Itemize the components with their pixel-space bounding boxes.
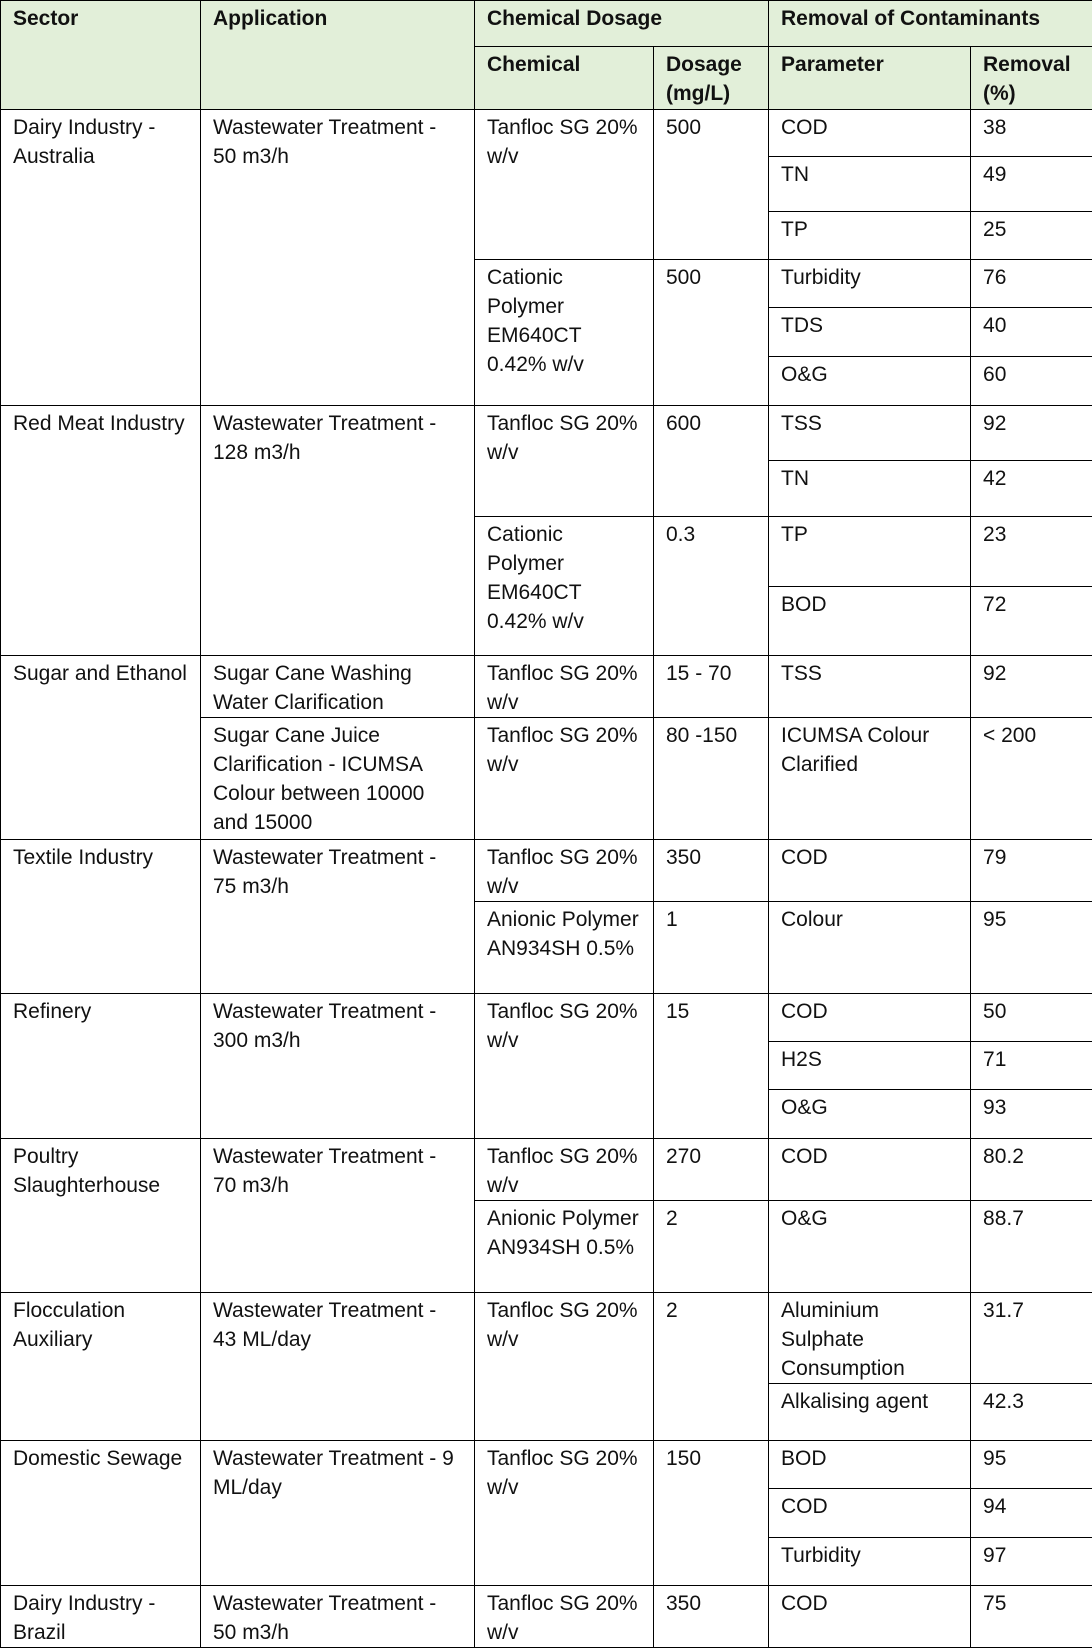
parameter-cell: ICUMSA Colour Clarified (769, 718, 971, 840)
removal-cell: 75 (971, 1586, 1092, 1648)
removal-cell: 97 (971, 1538, 1092, 1586)
removal-cell: 72 (971, 587, 1092, 656)
parameter-cell: COD (769, 994, 971, 1042)
header-sector: Sector (1, 1, 201, 110)
removal-cell: 42 (971, 461, 1092, 517)
removal-cell: 25 (971, 212, 1092, 260)
removal-cell: 50 (971, 994, 1092, 1042)
removal-cell: 88.7 (971, 1201, 1092, 1293)
chemical-cell: Tanfloc SG 20% w/v (475, 1139, 654, 1201)
parameter-cell: COD (769, 1139, 971, 1201)
dosage-cell: 350 (654, 840, 769, 902)
dosage-cell: 150 (654, 1441, 769, 1586)
application-cell: Wastewater Treatment - 70 m3/h (201, 1139, 475, 1293)
parameter-cell: BOD (769, 587, 971, 656)
removal-cell: 79 (971, 840, 1092, 902)
parameter-cell: COD (769, 840, 971, 902)
table-row (1, 994, 1092, 1042)
header-dosage-line2: (mg/L) (666, 82, 731, 105)
removal-cell: 80.2 (971, 1139, 1092, 1201)
chemical-cell: Anionic Polymer AN934SH 0.5% (475, 902, 654, 994)
parameter-cell: COD (769, 110, 971, 157)
chemical-cell: Tanfloc SG 20% w/v (475, 1586, 654, 1648)
parameter-cell: TN (769, 157, 971, 212)
sector-cell: Textile Industry (1, 840, 201, 994)
dosage-cell: 2 (654, 1293, 769, 1441)
application-cell: Wastewater Treatment - 50 m3/h (201, 110, 475, 406)
application-cell: Wastewater Treatment - 9 ML/day (201, 1441, 475, 1586)
parameter-cell: Colour (769, 902, 971, 994)
removal-cell: 40 (971, 308, 1092, 357)
parameter-cell: Aluminium Sulphate Consumption (769, 1293, 971, 1384)
parameter-cell: H2S (769, 1042, 971, 1090)
dosage-cell: 270 (654, 1139, 769, 1201)
chemical-cell: Tanfloc SG 20% w/v (475, 110, 654, 260)
chemical-cell: Cationic Polymer EM640CT 0.42% w/v (475, 517, 654, 656)
chemical-cell: Cationic Polymer EM640CT 0.42% w/v (475, 260, 654, 406)
chemical-cell: Tanfloc SG 20% w/v (475, 718, 654, 840)
chemical-cell: Tanfloc SG 20% w/v (475, 656, 654, 718)
sector-cell: Sugar and Ethanol (1, 656, 201, 840)
removal-cell: 92 (971, 406, 1092, 461)
removal-cell: 31.7 (971, 1293, 1092, 1384)
removal-cell: < 200 (971, 718, 1092, 840)
dosage-cell: 500 (654, 110, 769, 260)
removal-cell: 49 (971, 157, 1092, 212)
header-dosage (654, 47, 769, 110)
parameter-cell: TN (769, 461, 971, 517)
chemical-cell: Tanfloc SG 20% w/v (475, 406, 654, 517)
removal-cell: 76 (971, 260, 1092, 308)
table-row (1, 1586, 1092, 1648)
table-row (1, 1139, 1092, 1201)
application-cell: Wastewater Treatment - 128 m3/h (201, 406, 475, 656)
dosage-cell: 600 (654, 406, 769, 517)
application-cell: Wastewater Treatment - 300 m3/h (201, 994, 475, 1139)
table-row (1, 1293, 1092, 1384)
header-chemical: Chemical (475, 47, 654, 110)
chemical-cell: Tanfloc SG 20% w/v (475, 1293, 654, 1441)
header-dosage-line1: Dosage (666, 53, 742, 76)
parameter-cell: TSS (769, 656, 971, 718)
sector-cell: Domestic Sewage (1, 1441, 201, 1586)
sector-cell: Poultry Slaughterhouse (1, 1139, 201, 1293)
table-row (1, 656, 1092, 718)
removal-cell: 71 (971, 1042, 1092, 1090)
chemical-cell: Tanfloc SG 20% w/v (475, 994, 654, 1139)
dosage-cell: 80 -150 (654, 718, 769, 840)
table-row (1, 110, 1092, 157)
application-cell: Sugar Cane Juice Clarification - ICUMSA Colour between 10000 and 15000 (201, 718, 475, 840)
sector-cell: Refinery (1, 994, 201, 1139)
sector-cell: Dairy Industry - Brazil (1, 1586, 201, 1648)
header-application: Application (201, 1, 475, 110)
chemical-cell: Tanfloc SG 20% w/v (475, 840, 654, 902)
dosage-cell: 0.3 (654, 517, 769, 656)
application-cell: Wastewater Treatment - 75 m3/h (201, 840, 475, 994)
parameter-cell: O&G (769, 357, 971, 406)
header-parameter: Parameter (769, 47, 971, 110)
header-row-top (1, 1, 1092, 47)
removal-cell: 92 (971, 656, 1092, 718)
application-cell: Wastewater Treatment - 43 ML/day (201, 1293, 475, 1441)
removal-cell: 95 (971, 1441, 1092, 1489)
parameter-cell: Turbidity (769, 260, 971, 308)
table-row (1, 1441, 1092, 1489)
sector-cell: Dairy Industry - Australia (1, 110, 201, 406)
dosage-cell: 500 (654, 260, 769, 406)
removal-cell: 95 (971, 902, 1092, 994)
parameter-cell: COD (769, 1489, 971, 1538)
dosage-cell: 15 (654, 994, 769, 1139)
application-cell: Wastewater Treatment - 50 m3/h (201, 1586, 475, 1648)
removal-cell: 94 (971, 1489, 1092, 1538)
dosage-cell: 2 (654, 1201, 769, 1293)
parameter-cell: BOD (769, 1441, 971, 1489)
dosage-cell: 1 (654, 902, 769, 994)
parameter-cell: O&G (769, 1090, 971, 1139)
header-removal-line1: Removal (983, 53, 1071, 76)
header-removal-line2: (%) (983, 82, 1016, 105)
header-removal (971, 47, 1092, 110)
parameter-cell: Alkalising agent (769, 1384, 971, 1441)
removal-cell: 60 (971, 357, 1092, 406)
removal-cell: 42.3 (971, 1384, 1092, 1441)
table-row (1, 840, 1092, 902)
parameter-cell: Turbidity (769, 1538, 971, 1586)
removal-cell: 38 (971, 110, 1092, 157)
removal-cell: 93 (971, 1090, 1092, 1139)
header-removal-of-contaminants: Removal of Contaminants (769, 1, 1092, 47)
parameter-cell: COD (769, 1586, 971, 1648)
parameter-cell: TSS (769, 406, 971, 461)
chemical-cell: Anionic Polymer AN934SH 0.5% (475, 1201, 654, 1293)
parameter-cell: TDS (769, 308, 971, 357)
application-cell: Sugar Cane Washing Water Clarification (201, 656, 475, 718)
dosage-cell: 350 (654, 1586, 769, 1648)
sector-cell: Red Meat Industry (1, 406, 201, 656)
removal-cell: 23 (971, 517, 1092, 587)
parameter-cell: TP (769, 212, 971, 260)
parameter-cell: O&G (769, 1201, 971, 1293)
dosage-cell: 15 - 70 (654, 656, 769, 718)
parameter-cell: TP (769, 517, 971, 587)
chemical-cell: Tanfloc SG 20% w/v (475, 1441, 654, 1586)
header-chemical-dosage: Chemical Dosage (475, 1, 769, 47)
sector-cell: Flocculation Auxiliary (1, 1293, 201, 1441)
table-row (1, 406, 1092, 461)
